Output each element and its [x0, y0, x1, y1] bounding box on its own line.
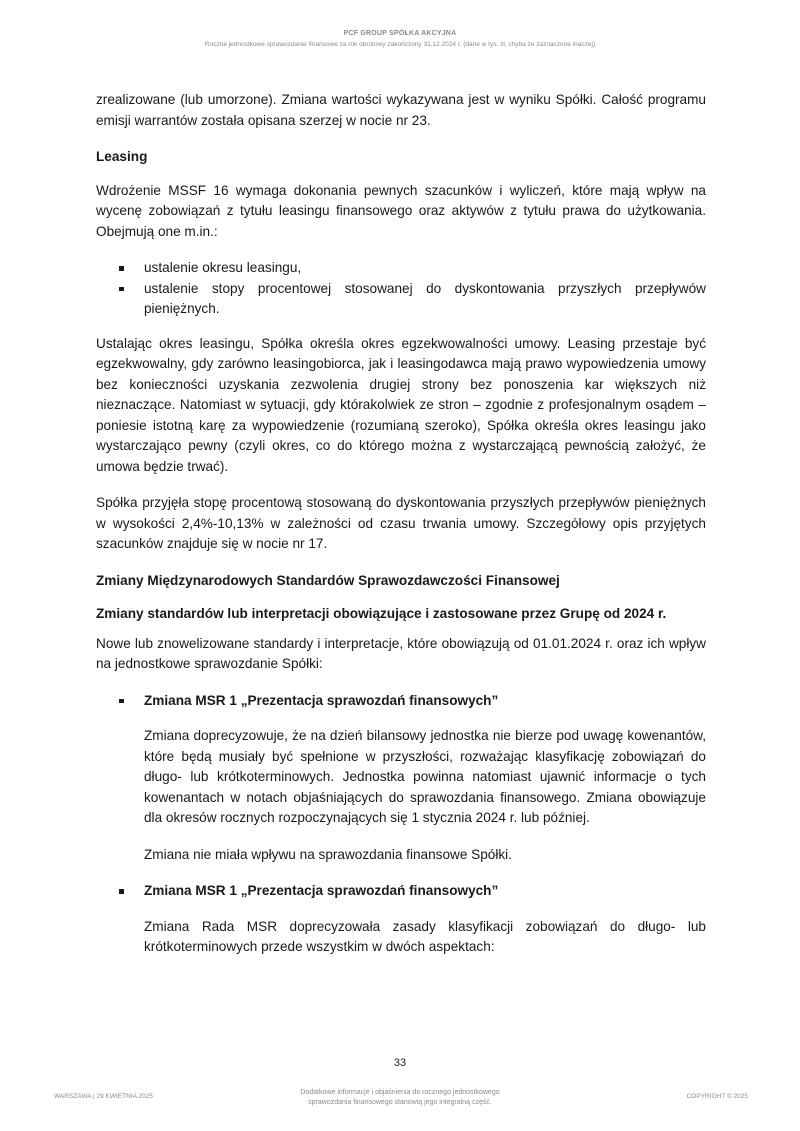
item-title: Zmiana MSR 1 „Prezentacja sprawozdań finansowych”	[144, 883, 499, 898]
footer-left: WARSZAWA | 29 KWIETNIA 2025	[54, 1093, 153, 1100]
paragraph-intro: zrealizowane (lub umorzone). Zmiana wartości wykazywana jest w wyniku Spółki. Całość programu emisji warrantów została opisana szerzej w nocie nr 23.	[96, 92, 706, 128]
heading-leasing: Leasing	[96, 149, 148, 164]
page-number: 33	[393, 1057, 407, 1069]
paragraph-leasing: Wdrożenie MSSF 16 wymaga dokonania pewnych szacunków i wyliczeń, które mają wpływ na wycenę zobowiązań z tytułu leasingu finansowego oraz aktywów z tytułu prawa do użytkowania. Obejmują one m.in.:	[96, 182, 706, 239]
list-item	[96, 691, 706, 866]
header-subtitle: Roczne jednostkowe sprawozdanie finansowe za rok obrotowy zakończony 31.12.2024 r. (dane w tys. zł, chyba że zaznaczone inaczej)	[204, 41, 596, 48]
paragraph-nowe-standardy: Nowe lub znowelizowane standardy i interpretacje, które obowiązują od 01.01.2024 r. oraz ich wpływ na jednostkowe sprawozdanie Spółki:	[96, 635, 706, 671]
footer-center	[0, 1088, 800, 1108]
header-company: PCF GROUP SPÓŁKA AKCYJNA	[343, 30, 457, 37]
item-paragraph: Zmiana nie miała wpływu na sprawozdania finansowe Spółki.	[144, 846, 512, 862]
leasing-bullet-list	[96, 258, 706, 320]
standards-list	[96, 691, 706, 958]
paragraph-okres-leasingu: Ustalając okres leasingu, Spółka określa okres egzekwowalności umowy. Leasing przestaje być egzekwowalny, gdy zarówno leasingobiorca, jak i leasingodawca mają prawo wypowiedzenia umowy bez konieczności uzyskania zezwolenia drugiej strony bez ponoszenia kar większych niż nieznaczące. Natomiast w sytuacji, gdy którakolwiek ze stron – zgodnie z profesjonalnym osądem – poniesie istotną karę za wypowiedzenie (rozumianą szeroko), Spółka określa okres leasingu jako wystarczająco pewny (czyli okres, co do którego można z wystarczającą pewnością założyć, że umowa będzie trwać).	[96, 335, 706, 474]
list-item	[96, 881, 706, 958]
paragraph-stopa-procentowa: Spółka przyjęła stopę procentową stosowaną do dyskontowania przyszłych przepływów pieniężnych w wysokości 2,4%-10,13% w zależności od czasu trwania umowy. Szczegółowy opis przyjętych szacunków znajduje się w nocie nr 17.	[96, 495, 706, 551]
list-item: ustalenie okresu leasingu,	[96, 258, 706, 279]
heading-zmiany-mssf: Zmiany Międzynarodowych Standardów Sprawozdawczości Finansowej	[96, 572, 560, 588]
footer-right: COPYRIGHT © 2025	[686, 1093, 748, 1100]
list-item: ustalenie stopy procentowej stosowanej do dyskontowania przyszłych przepływów pieniężnych.	[96, 279, 706, 320]
footer-center-line1: Dodatkowe informacje i objaśnienia do rocznego jednostkowego	[300, 1089, 500, 1096]
document-body	[96, 90, 706, 958]
item-title: Zmiana MSR 1 „Prezentacja sprawozdań finansowych”	[144, 692, 499, 708]
footer-center-line2: sprawozdania finansowego stanowią jego integralną część.	[308, 1099, 492, 1106]
item-paragraph: Zmiana Rada MSR doprecyzowała zasady klasyfikacji zobowiązań do długo- lub krótkoterminowych przede wszystkim w dwóch aspektach:	[144, 918, 706, 954]
heading-zmiany-2024: Zmiany standardów lub interpretacji obowiązujące i zastosowane przez Grupę od 2024 r.	[96, 606, 667, 621]
item-paragraph: Zmiana doprecyzowuje, że na dzień bilansowy jednostka nie bierze pod uwagę kowenantów, które będą musiały być spełnione w przyszłości, rozważając klasyfikację zobowiązań do długo- lub krótkoterminowych. Jednostka powinna natomiast ujawnić informacje o tych kowenantach w notach objaśniających do sprawozdania finansowego. Zmiana obowiązuje dla okresów rocznych rozpoczynających się 1 stycznia 2024 r. lub później.	[144, 728, 706, 825]
